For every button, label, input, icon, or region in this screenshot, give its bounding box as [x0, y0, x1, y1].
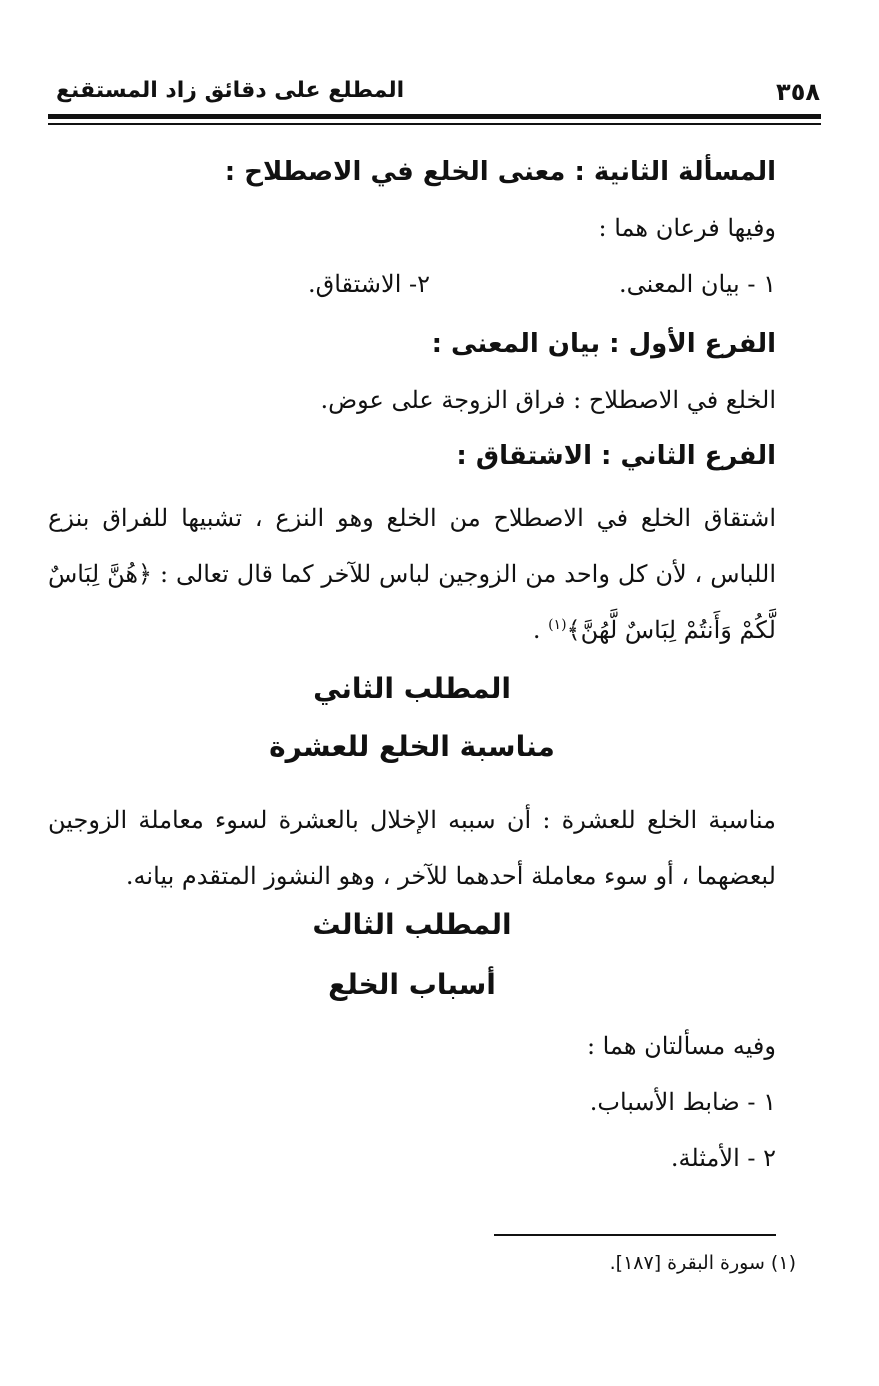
matlab-3-title: المطلب الثالث — [312, 908, 512, 941]
list-item: ٢ - الأمثلة. — [670, 1144, 776, 1172]
matlab-2-text: مناسبة الخلع للعشرة : أن سببه الإخلال بالعشرة لسوء معاملة الزوجين لبعضهما ، أو سوء معاملة أحدهما للآخر ، وهو النشوز المتقدم بيانه. — [48, 806, 776, 890]
branch-2-paragraph — [48, 490, 776, 658]
matlab-3-intro: وفيه مسألتان هما : — [586, 1032, 776, 1060]
section-intro: وفيها فرعان هما : — [598, 214, 776, 242]
quran-verse: ﴿هُنَّ لِبَاسٌ لَّكُمْ وَأَنتُمْ لِبَاسٌ لَّهُنَّ﴾ — [48, 560, 776, 644]
section-heading: المسألة الثانية : معنى الخلع في الاصطلاح : — [224, 157, 776, 187]
list-item: ١ - بيان المعنى. — [618, 270, 776, 298]
sentence-end: . — [532, 616, 549, 644]
footnote-reference: (١) — [548, 617, 567, 633]
header-rule-thick — [48, 114, 821, 119]
footnote-separator — [494, 1234, 776, 1236]
matlab-3-subtitle: أسباب الخلع — [328, 968, 496, 1001]
branch-1-heading: الفرع الأول : بيان المعنى : — [431, 329, 776, 359]
running-header — [48, 70, 820, 114]
matlab-2-subtitle: مناسبة الخلع للعشرة — [269, 730, 555, 763]
matlab-2-title: المطلب الثاني — [313, 672, 511, 705]
branch-2-heading: الفرع الثاني : الاشتقاق : — [456, 441, 776, 471]
book-title: المطلع على دقائق زاد المستقنع — [56, 78, 405, 103]
header-rule-thin — [48, 123, 821, 125]
branch-1-text: الخلع في الاصطلاح : فراق الزوجة على عوض. — [320, 386, 776, 414]
page-number: ٣٥٨ — [776, 78, 820, 106]
list-item: ٢- الاشتقاق. — [307, 270, 430, 298]
branch-list — [48, 264, 776, 304]
branch-2-text: اشتقاق الخلع في الاصطلاح من الخلع وهو النزع ، تشبيها للفراق بنزع اللباس ، لأن كل واحد من الزوجين لباس للآخر كما قال تعالى : — [48, 504, 776, 588]
footnote: (١) سورة البقرة [١٨٧]. — [609, 1252, 796, 1274]
list-item: ١ - ضابط الأسباب. — [589, 1088, 776, 1116]
